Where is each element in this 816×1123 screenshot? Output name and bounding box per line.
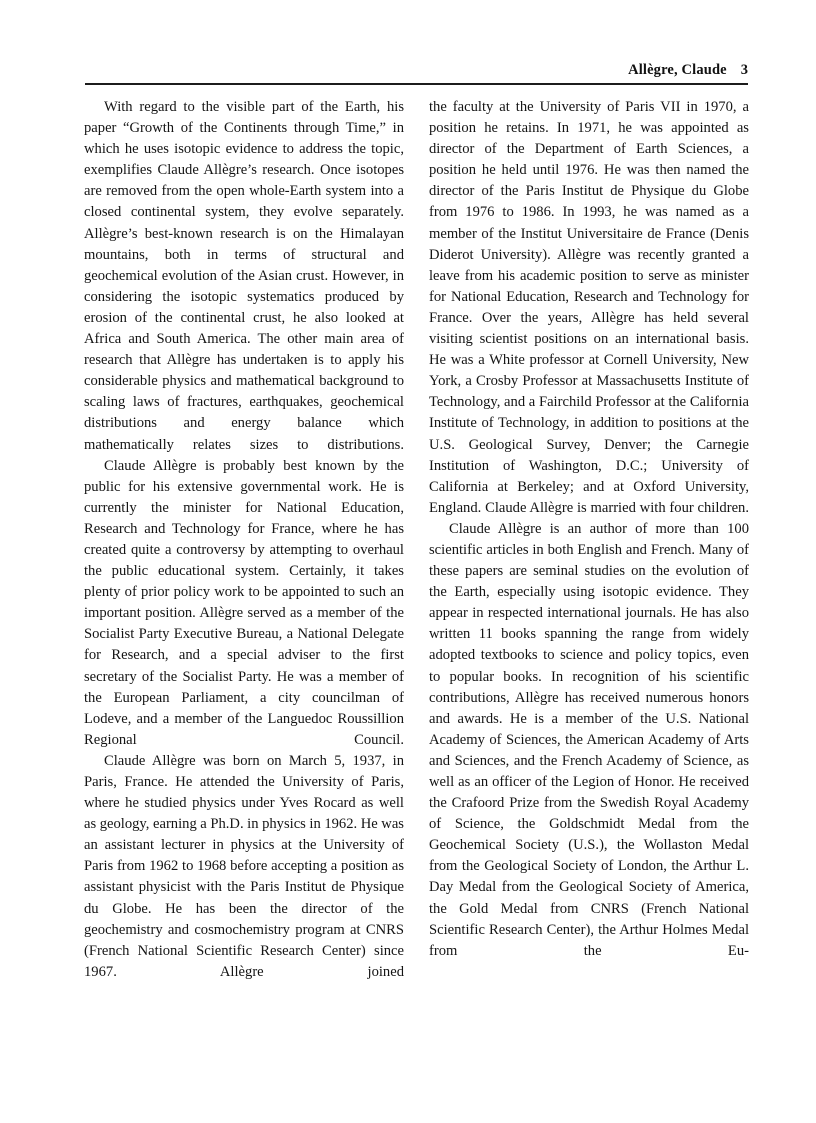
running-head-title: Allègre, Claude [628,61,727,78]
page-number: 3 [740,61,748,78]
paragraph: Claude Allègre was born on March 5, 1937, in Paris, France. He attended the University of Paris, where he studied physics under Yves Rocard as well as geology, earning a Ph.D. in physics in 1962. He was an assistant lecturer in physics at the University of Paris from 1962 to 1968 before accepting a position as assistant physicist with the Paris Institut de Physique du Globe. He has been the director of the geochemistry and cosmochemistry program at CNRS (French National Scientific Research Center) since 1967. Allègre joined [84,752,404,980]
column-left [84,97,404,1027]
paragraph: Claude Allègre is an author of more than 100 scientific articles in both English and French. Many of these papers are seminal studies on the evolution of the Earth, especially using isotopic evidence. They appear in respected international journals. He has also written 11 books spanning the range from widely adopted textbooks to science and policy topics, even to popular books. In recognition of his scientific contributions, Allègre has received numerous honors and awards. He is a member of the U.S. National Academy of Sciences, the American Academy of Arts and Sciences, and the French Academy of Science, as well as an officer of the Legion of Honor. He received the Crafoord Prize from the Swedish Royal Academy of Science, the Goldschmidt Medal from the Geochemical Society (U.S.), the Wollaston Medal from the Geological Society of London, the Arthur L. Day Medal from the Geological Society of America, the Gold Medal from CNRS (French National Scientific Research Center), the Arthur Holmes Medal from the Eu- [429,520,749,959]
paragraph: the faculty at the University of Paris VII in 1970, a position he retains. In 1971, he was appointed as director of the Department of Earth Sciences, a position he held until 1976. He was then named the director of the Paris Institut de Physique du Globe from 1976 to 1986. In 1993, he was named as a member of the Institut Universitaire de France (Denis Diderot University). Allègre was recently granted a leave from his academic position to serve as minister for National Education, Research and Technology for France. Over the years, Allègre has held several visiting scientist positions on an international basis. He was a White professor at Cornell University, New York, a Crosby Professor at Massachusetts Institute of Technology, and a Fairchild Professor at the California Institute of Technology, in addition to positions at the U.S. Geological Survey, Denver; the Carnegie Institution of Washington, D.C.; University of California at Berkeley; and at Oxford University, England. Claude Allègre is married with four children. [429,99,749,516]
paragraph: Claude Allègre is probably best known by the public for his extensive governmental work. He is currently the minister for National Education, Research and Technology for France, where he has created quite a controversy by attempting to overhaul the public educational system. Certainly, it takes plenty of prior policy work to be appointed to such an important position. Allègre served as a member of the Socialist Party Executive Bureau, a National Delegate for Research, and a special adviser to the first secretary of the Socialist Party. He was a member of the European Parliament, a city councilman of Lodeve, and a member of the Languedoc Roussillion Regional Council. [84,457,404,748]
column-right [429,97,749,1027]
header-rule [85,83,748,85]
running-head [85,55,748,77]
body-columns [84,97,749,1027]
paragraph: With regard to the visible part of the Earth, his paper “Growth of the Continents through Time,” in which he uses isotopic evidence to address the topic, exemplifies Claude Allègre’s research. Once isotopes are removed from the open whole-Earth system into a closed continental system, they evolve separately. Allègre’s best-known research is on the Himalayan mountains, both in terms of structural and geochemical evolution of the Asian crust. However, in considering the isotopic systematics produced by erosion of the continental crust, he also looked at Africa and South America. The other main area of research that Allègre has undertaken is to apply his considerable physics and mathematical background to scaling laws of fractures, earthquakes, geochemical distributions and energy balance which mathematically relates sizes to distributions. [84,99,404,453]
